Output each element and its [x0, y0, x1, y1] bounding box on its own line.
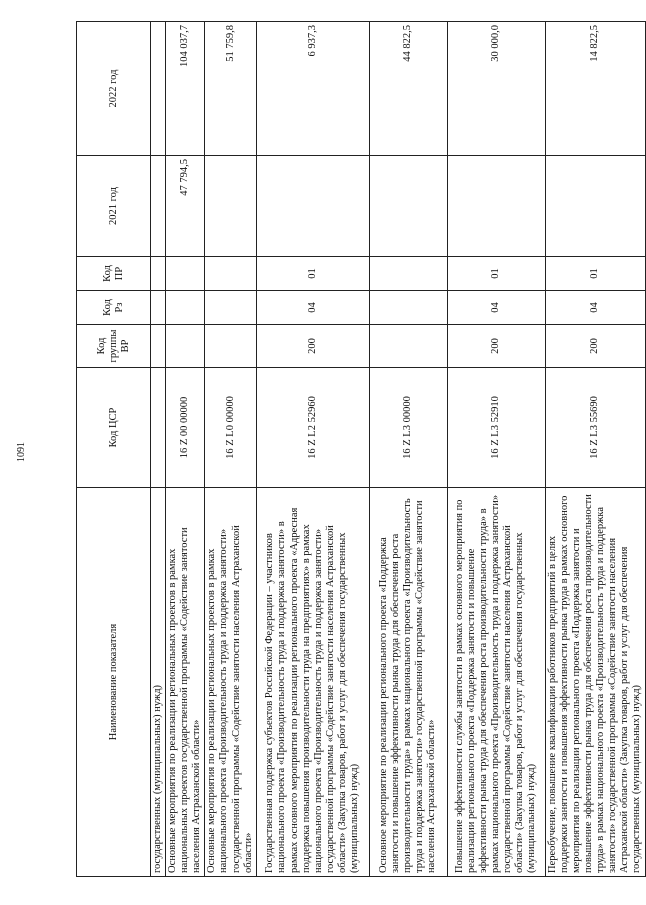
- row-2022: 104 037,7: [166, 22, 205, 156]
- row-vr: 200: [256, 325, 369, 368]
- row-name: Основное мероприятие по реализации регионального проекта «Поддержка занятости и повышение эффективности рынка труда для обеспечения роста производительности труда» в рамках национального проекта «Производительность труда и поддержка занятости» государственной программы «Содействие занятости населения Астраханской области»: [369, 488, 447, 877]
- row-vr: [369, 325, 447, 368]
- page-number: 1091: [16, 442, 27, 462]
- row-pr: [205, 257, 256, 291]
- row-rz: 04: [256, 291, 369, 325]
- row-2022: 51 759,8: [205, 22, 256, 156]
- row-2021: [447, 156, 545, 257]
- header-pr: Код ПР: [77, 257, 151, 291]
- row-2021: [256, 156, 369, 257]
- row-vr: [166, 325, 205, 368]
- row-rz: 04: [545, 291, 645, 325]
- row-name: Повышение эффективности службы занятости в рамках основного мероприятия по реализации регионального проекта «Поддержка занятости и повышение эффективности рынка труда для обеспечения роста производительности труда» в рамках национального проекта «Производительность труда и поддержка занятости» государственной программы «Содействие занятости населения Астраханской области» (Закупка товаров, работ и услуг для обеспечения государственных (муниципальных) нужд): [447, 488, 545, 877]
- row-vr: 200: [447, 325, 545, 368]
- row-2021: [545, 156, 645, 257]
- row-name: Основные мероприятия по реализации региональных проектов в рамках национальных проектов государственной программы «Содействие занятости населения Астраханской области»: [166, 488, 205, 877]
- header-2021: 2021 год: [77, 156, 151, 257]
- header-rz: Код Рз: [77, 291, 151, 325]
- row-rz: [205, 291, 256, 325]
- row-name: Государственная поддержка субъектов Российской Федерации – участников национального проекта «Производительность труда и поддержка занятости» в рамках основного мероприятия по реализации регионального проекта «Адресная поддержка повышения производительности труда на предприятиях» в рамках национального проекта «Производительность труда и поддержка занятости» государственной программы «Содействие занятости населения Астраханской области» (Закупка товаров, работ и услуг для обеспечения государственных (муниципальных) нужд): [256, 488, 369, 877]
- table-row: [166, 22, 205, 877]
- header-vr: Код группы ВР: [77, 325, 151, 368]
- row-2022: 44 822,5: [369, 22, 447, 156]
- row-csr: 16 Z L3 55690: [545, 368, 645, 488]
- row-2022: 6 937,3: [256, 22, 369, 156]
- continuation-row: [151, 22, 166, 877]
- row-csr: 16 Z L2 52960: [256, 368, 369, 488]
- row-vr: [205, 325, 256, 368]
- row-vr: 200: [545, 325, 645, 368]
- row-pr: 01: [256, 257, 369, 291]
- row-csr: 16 Z L3 52910: [447, 368, 545, 488]
- row-name: Основные мероприятия по реализации региональных проектов в рамках национального проекта «Производительность труда и поддержка занятости» государственной программы «Содействие занятости населения Астраханской области»: [205, 488, 256, 877]
- continuation-text: государственных (муниципальных) нужд): [151, 488, 166, 877]
- row-rz: [369, 291, 447, 325]
- row-name: Переобучение, повышение квалификации работников предприятий в целях поддержки занятости и повышения эффективности рынка труда в рамках основного мероприятия по реализации регионального проекта «Поддержка занятости и повышение эффективности рынка труда для обеспечения роста производительности труда» в рамках национального проекта «Производительность труда и поддержка занятости» государственной программы «Содействие занятости населения Астраханской области» (Закупка товаров, работ и услуг для обеспечения государственных (муниципальных) нужд): [545, 488, 645, 877]
- row-2022: 14 822,5: [545, 22, 645, 156]
- table-row: [205, 22, 256, 877]
- row-csr: 16 Z L3 00000: [369, 368, 447, 488]
- row-pr: 01: [447, 257, 545, 291]
- row-pr: [166, 257, 205, 291]
- row-pr: 01: [545, 257, 645, 291]
- header-2022: 2022 год: [77, 22, 151, 156]
- row-2021: 47 794,5: [166, 156, 205, 257]
- rotated-page: [76, 22, 643, 877]
- table-row: [545, 22, 645, 877]
- table-header-row: [77, 22, 151, 877]
- table-row: [447, 22, 545, 877]
- table-row: [369, 22, 447, 877]
- row-rz: [166, 291, 205, 325]
- header-csr: Код ЦСР: [77, 368, 151, 488]
- row-pr: [369, 257, 447, 291]
- row-csr: 16 Z 00 00000: [166, 368, 205, 488]
- table-row: [256, 22, 369, 877]
- row-2021: [205, 156, 256, 257]
- budget-table: [76, 21, 646, 877]
- row-rz: 04: [447, 291, 545, 325]
- row-2021: [369, 156, 447, 257]
- row-csr: 16 Z L0 00000: [205, 368, 256, 488]
- row-2022: 30 000,0: [447, 22, 545, 156]
- header-name: Наименование показателя: [77, 488, 151, 877]
